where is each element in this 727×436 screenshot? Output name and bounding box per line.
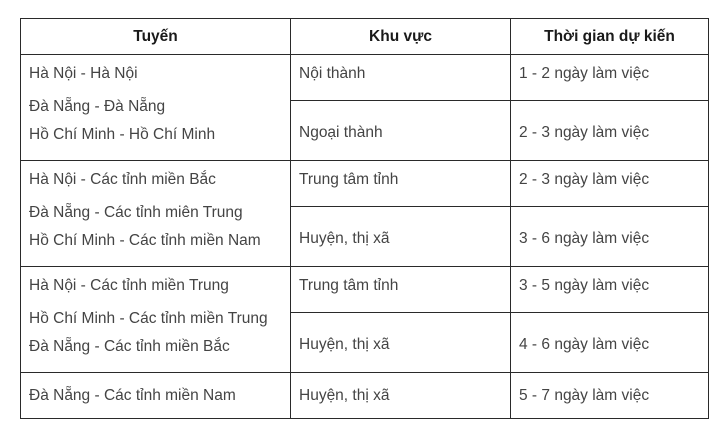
area-cell: Huyện, thị xã	[291, 373, 511, 419]
time-cell: 2 - 3 ngày làm việc	[511, 161, 709, 207]
table-row	[21, 55, 709, 101]
route-line: Hồ Chí Minh - Hồ Chí Minh	[29, 126, 216, 143]
route-cell	[21, 55, 291, 161]
route-line: Đà Nẵng - Các tỉnh miền Bắc	[29, 338, 230, 355]
time-cell: 3 - 5 ngày làm việc	[511, 267, 709, 313]
time-cell: 3 - 6 ngày làm việc	[511, 207, 709, 267]
area-cell: Ngoại thành	[291, 101, 511, 161]
route-cell: Đà Nẵng - Các tỉnh miền Nam	[21, 373, 291, 419]
area-cell: Trung tâm tỉnh	[291, 161, 511, 207]
route-line: Hà Nội - Các tỉnh miền Trung	[29, 277, 229, 294]
time-cell: 5 - 7 ngày làm việc	[511, 373, 709, 419]
route-line: Hồ Chí Minh - Các tỉnh miền Nam	[29, 232, 261, 249]
table-row	[21, 373, 709, 419]
time-cell: 1 - 2 ngày làm việc	[511, 55, 709, 101]
shipping-time-table	[20, 18, 709, 419]
time-cell: 2 - 3 ngày làm việc	[511, 101, 709, 161]
route-line: Đà Nẵng - Đà Nẵng	[29, 97, 166, 115]
area-cell: Huyện, thị xã	[291, 313, 511, 373]
table-row	[21, 267, 709, 313]
time-cell: 4 - 6 ngày làm việc	[511, 313, 709, 373]
route-cell	[21, 161, 291, 267]
route-line: Hà Nội - Hà Nội	[29, 65, 138, 82]
header-estimated-time: Thời gian dự kiến	[511, 19, 709, 55]
route-line: Hồ Chí Minh - Các tỉnh miền Trung	[29, 309, 268, 327]
shipping-time-table-container	[20, 18, 709, 419]
route-cell	[21, 267, 291, 373]
route-line: Hà Nội - Các tỉnh miền Bắc	[29, 171, 216, 188]
header-area: Khu vực	[291, 19, 511, 55]
table-header-row	[21, 19, 709, 55]
area-cell: Trung tâm tỉnh	[291, 267, 511, 313]
header-route: Tuyến	[21, 19, 291, 55]
table-row	[21, 161, 709, 207]
area-cell: Huyện, thị xã	[291, 207, 511, 267]
area-cell: Nội thành	[291, 55, 511, 101]
route-line: Đà Nẵng - Các tỉnh miên Trung	[29, 203, 243, 221]
